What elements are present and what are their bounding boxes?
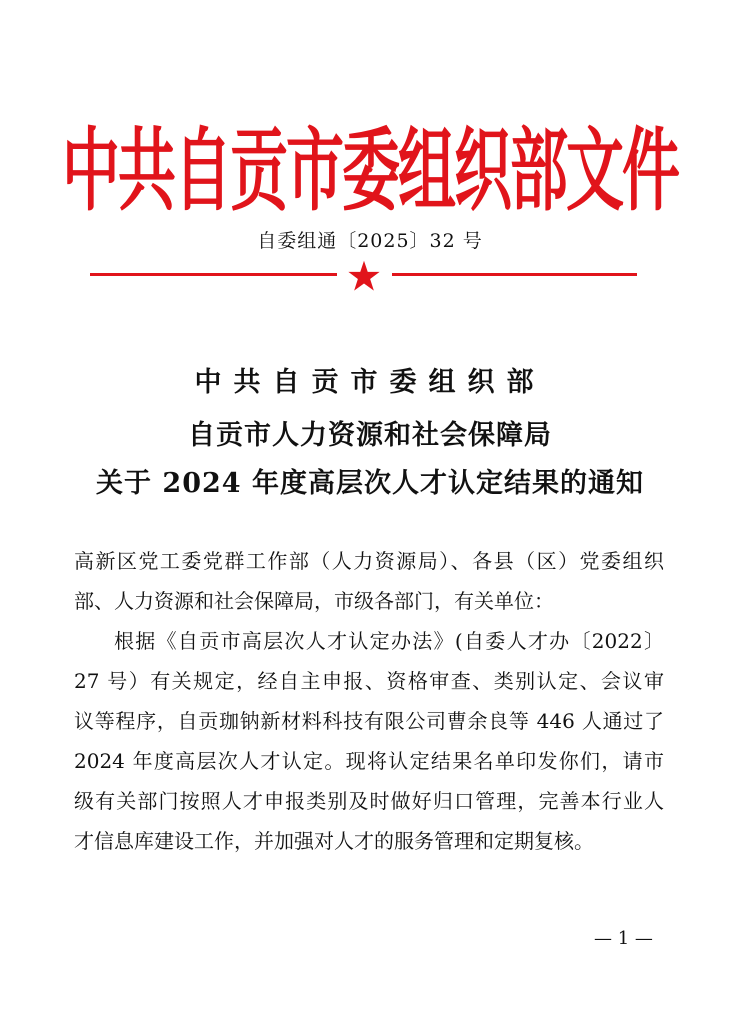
title-issuer-2: 自贡市人力资源和社会保障局 bbox=[188, 420, 552, 451]
body-line: 根据《自贡市高层次人才认定办法》(自委人才办〔2022〕 bbox=[114, 629, 664, 653]
body-line: 27 号）有关规定，经自主申报、资格审查、类别认定、会议审 bbox=[74, 669, 664, 693]
body-line: 议等程序，自贡珈钠新材料科技有限公司曹余良等 446 人通过了 bbox=[74, 709, 664, 733]
body-line: 才信息库建设工作，并加强对人才的服务管理和定期复核。 bbox=[74, 829, 594, 853]
page-number: — 1 — bbox=[594, 928, 653, 949]
header-divider-right bbox=[392, 273, 637, 276]
title-issuer-1: 中共自贡市委组织部 bbox=[194, 367, 546, 398]
body-line: 级有关部门按照人才申报类别及时做好归口管理，完善本行业人 bbox=[74, 789, 664, 813]
title-subject: 关于 2024 年度高层次人才认定结果的通知 bbox=[96, 468, 644, 499]
body-line: 部、人力资源和社会保障局，市级各部门，有关单位： bbox=[74, 589, 554, 613]
document-masthead: 中共自贡市委组织部文件 bbox=[61, 117, 678, 224]
header-divider-left bbox=[90, 273, 337, 276]
body-line: 高新区党工委党群工作部（人力资源局）、各县（区）党委组织 bbox=[74, 549, 664, 573]
red-star-icon bbox=[347, 259, 381, 293]
document-number: 自委组通〔2025〕32 号 bbox=[257, 230, 483, 252]
body-line: 2024 年度高层次人才认定。现将认定结果名单印发你们，请市 bbox=[74, 749, 664, 773]
